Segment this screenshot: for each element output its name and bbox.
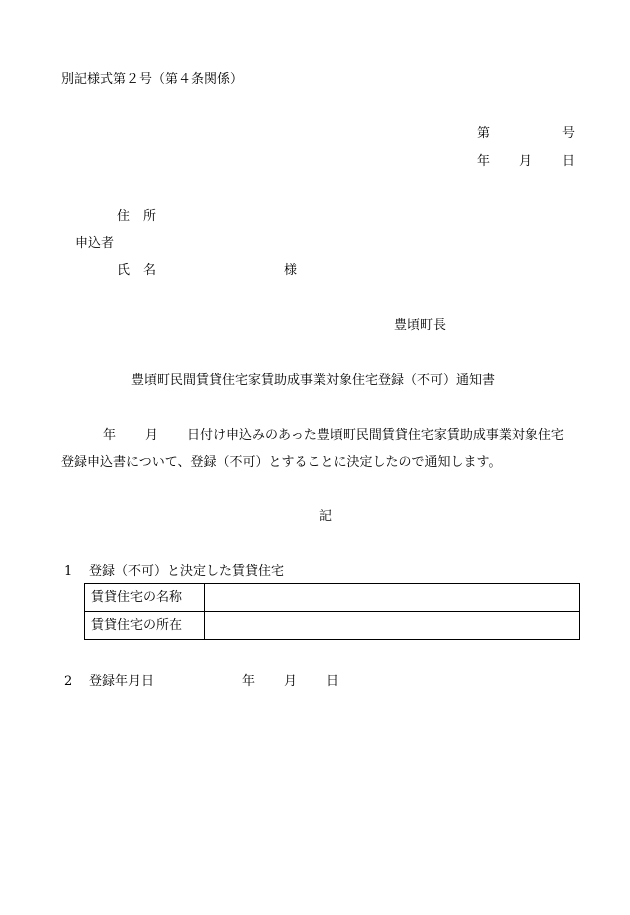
body-month: 月 xyxy=(145,428,159,443)
section2-title: 登録年月日 xyxy=(89,674,155,689)
date-day: 日 xyxy=(562,154,576,169)
section2-year: 年 xyxy=(242,674,256,689)
section1-title: 登録（不可）と決定した賃貸住宅 xyxy=(89,564,285,579)
table-row xyxy=(85,584,580,612)
date-year: 年 xyxy=(477,154,491,169)
section2-month: 月 xyxy=(284,674,298,689)
number-dai: 第 xyxy=(477,126,491,141)
body-line2: 登録申込書について、登録（不可）とすることに決定したので通知します。 xyxy=(61,455,502,470)
property-location-label: 賃貸住宅の所在 xyxy=(85,612,205,640)
property-table xyxy=(84,583,580,640)
number-go: 号 xyxy=(562,126,576,141)
form-reference: 別記様式第２号（第４条関係） xyxy=(61,72,244,87)
document-title: 豊頃町民間賃貸住宅家賃助成事業対象住宅登録（不可）通知書 xyxy=(131,373,496,388)
issuer: 豊頃町長 xyxy=(394,318,447,333)
body-line1: 日付け申込みのあった豊頃町民間賃貸住宅家賃助成事業対象住宅 xyxy=(187,428,564,443)
section1-number: 1 xyxy=(64,564,73,579)
property-name-value xyxy=(205,584,580,612)
applicant-title: 申込者 xyxy=(75,236,115,251)
address-label: 住 所 xyxy=(117,209,157,224)
name-label: 氏 名 xyxy=(117,263,157,278)
table-row xyxy=(85,612,580,640)
property-location-value xyxy=(205,612,580,640)
property-name-label: 賃貸住宅の名称 xyxy=(85,584,205,612)
body-year: 年 xyxy=(103,428,117,443)
date-month: 月 xyxy=(519,154,533,169)
honorific-sama: 様 xyxy=(284,263,298,278)
ki-heading: 記 xyxy=(319,509,333,524)
section2-number: 2 xyxy=(64,674,73,689)
section2-day: 日 xyxy=(326,674,340,689)
